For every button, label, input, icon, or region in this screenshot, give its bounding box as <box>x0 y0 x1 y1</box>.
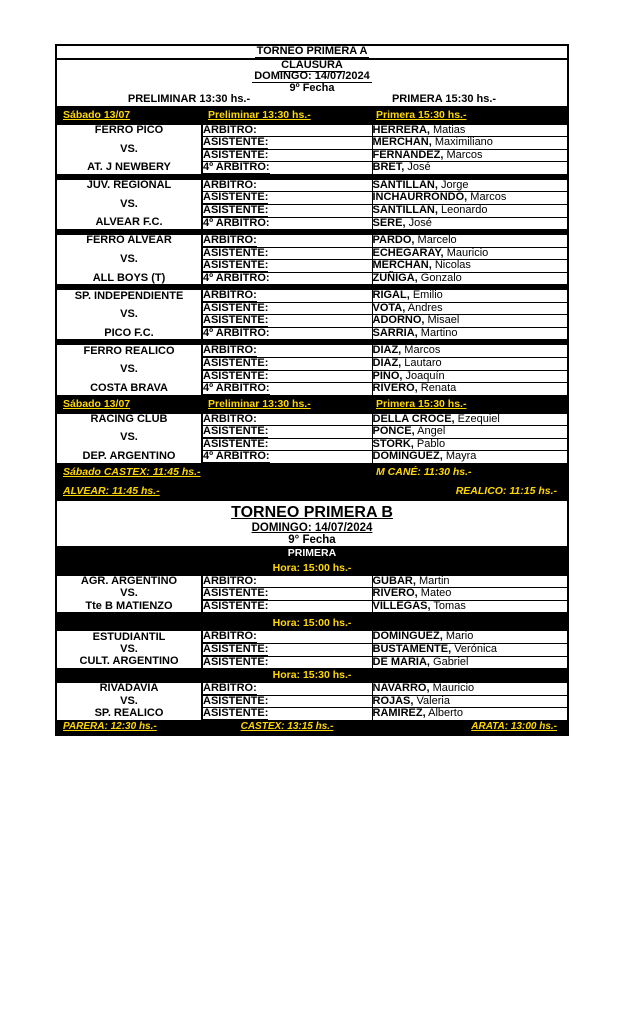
vs-label: VS. <box>56 588 202 601</box>
role-label: 4º ARBITRO: <box>202 162 372 174</box>
official-name: MERCHAN, Maximiliano <box>372 137 568 150</box>
vs-label: VS. <box>56 302 202 327</box>
tournament-b-fecha-row <box>56 534 568 546</box>
footer-center: CASTEX: 13:15 hs.- <box>202 720 372 736</box>
home-team: FERRO PICO <box>56 125 202 137</box>
home-team: AGR. ARGENTINO <box>56 576 202 588</box>
home-team: SP. INDEPENDIENTE <box>56 290 202 302</box>
home-team: ESTUDIANTIL <box>56 631 202 643</box>
role-label: 4º ARBITRO: <box>202 272 372 284</box>
vs-label: VS. <box>56 358 202 383</box>
role-label: ARBITRO: <box>202 235 372 247</box>
table-row <box>56 345 568 357</box>
official-name: ADORNO, Misael <box>372 315 568 328</box>
official-name: VOTA, Andres <box>372 302 568 315</box>
table-row <box>56 162 568 174</box>
tournament-a-prelim-time: PRELIMINAR 13:30 hs.- <box>127 93 251 106</box>
official-name: BUSTAMENTE, Verónica <box>372 644 568 657</box>
tournament-b-date: DOMINGO: 14/07/2024 <box>251 521 373 534</box>
tournament-a-primera-time: PRIMERA 15:30 hs.- <box>391 93 497 106</box>
tournament-b-title: TORNEO PRIMERA B <box>231 503 393 521</box>
vs-label: VS. <box>56 644 202 657</box>
role-label: ARBITRO: <box>202 683 372 695</box>
table-row <box>56 192 568 205</box>
official-name: GUBAR, Martin <box>372 574 450 587</box>
banner-primera: Primera 15:30 hs.- <box>372 395 568 414</box>
table-row <box>56 644 568 657</box>
role-label: ARBITRO: <box>202 631 372 643</box>
official-name: HERRERA, Matias <box>372 123 466 136</box>
role-label: ASISTENTE: <box>202 600 372 612</box>
vs-label: VS. <box>56 695 202 708</box>
home-team: RIVADAVIA <box>56 683 202 695</box>
table-row <box>56 383 568 395</box>
role-label: ASISTENTE: <box>202 708 372 720</box>
official-name: PINO, Joaquín <box>372 370 568 383</box>
tournament-a-times-row <box>56 94 568 106</box>
banner-primera: Primera 15:30 hs.- <box>372 106 568 125</box>
role-label: 4º ARBITRO: <box>202 217 372 229</box>
role-label: ASISTENTE: <box>202 656 372 668</box>
vs-label: VS. <box>56 192 202 217</box>
tournament-a-subtitle: CLAUSURA <box>281 58 343 71</box>
role-label: ASISTENTE: <box>202 588 372 601</box>
official-name: VILLEGAS, Tomas <box>372 600 568 612</box>
vs-label: VS. <box>56 247 202 272</box>
note-left: ALVEAR: 11:45 hs.- <box>56 482 372 501</box>
table-row <box>56 656 568 668</box>
table-row <box>56 358 568 371</box>
match-time: Hora: 15:30 hs.- <box>56 668 568 683</box>
match-time: Hora: 15:00 hs.- <box>56 616 568 631</box>
official-name: DE MARIA, Gabriel <box>372 656 568 668</box>
table-row <box>56 683 568 695</box>
official-name: SARRIA, Martino <box>372 327 568 339</box>
official-name: FERNANDEZ, Marcos <box>372 149 568 162</box>
tournament-a-title: TORNEO PRIMERA A <box>256 45 368 57</box>
table-row <box>56 631 568 643</box>
official-name: MERCHAN, Nicolas <box>372 260 568 273</box>
tournament-b-title-row <box>56 501 568 522</box>
official-name: SERE, José <box>372 217 568 229</box>
table-row <box>56 290 568 302</box>
role-label: ASISTENTE: <box>202 644 372 657</box>
role-label: ARBITRO: <box>202 125 372 137</box>
hora-row <box>56 668 568 683</box>
saturday-banner-2 <box>56 395 568 414</box>
hora-row <box>56 561 568 576</box>
note-left: Sábado CASTEX: 11:45 hs.- <box>56 463 372 482</box>
role-label: 4º ARBITRO: <box>202 327 372 339</box>
role-label: ASISTENTE: <box>202 315 372 328</box>
official-name: RIVERO, Mateo <box>372 588 568 601</box>
saturday-banner-1 <box>56 106 568 125</box>
role-label: ASISTENTE: <box>202 149 372 162</box>
away-team: AT. J NEWBERY <box>56 162 202 174</box>
home-team: RACING CLUB <box>56 414 202 426</box>
table-row <box>56 125 568 137</box>
home-team: FERRO REALICO <box>56 345 202 357</box>
official-name: DOMINGUEZ, Mayra <box>372 451 568 463</box>
tournament-a-title-row <box>56 45 568 59</box>
footer-row <box>56 720 568 736</box>
tournament-b-category: PRIMERA <box>56 546 568 561</box>
table-row <box>56 180 568 192</box>
home-team: FERRO ALVEAR <box>56 235 202 247</box>
role-label: ASISTENTE: <box>202 426 372 439</box>
tournament-b-category-row <box>56 546 568 561</box>
official-name: DIAZ, Marcos <box>372 344 441 357</box>
role-label: ASISTENTE: <box>202 192 372 205</box>
note-right: REALICO: 11:15 hs.- <box>372 482 568 501</box>
note-right: M CANÉ: 11:30 hs.- <box>372 463 568 482</box>
banner-day: Sábado 13/07 <box>56 395 202 414</box>
official-name: DIAZ, Lautaro <box>372 358 568 371</box>
tournament-a-fecha: 9º Fecha <box>289 81 335 94</box>
table-row <box>56 588 568 601</box>
match-time: Hora: 15:00 hs.- <box>56 561 568 576</box>
official-name: RIVERO, Renata <box>372 383 568 395</box>
away-team: ALL BOYS (T) <box>56 272 202 284</box>
designations-table <box>55 44 569 736</box>
table-row <box>56 708 568 720</box>
role-label: 4º ARBITRO: <box>202 383 372 395</box>
role-label: ASISTENTE: <box>202 438 372 451</box>
official-name: SANTILLAN, Jorge <box>372 178 469 191</box>
banner-prelim: Preliminar 13:30 hs.- <box>202 395 372 414</box>
table-row <box>56 137 568 150</box>
tournament-a-date: DOMINGO: 14/07/2024 <box>254 70 370 83</box>
role-label: ASISTENTE: <box>202 137 372 150</box>
table-row <box>56 414 568 426</box>
table-row <box>56 451 568 463</box>
official-name: ECHEGARAY, Mauricio <box>372 247 568 260</box>
official-name: ROJAS, Valeria <box>372 695 568 708</box>
official-name: BRET, José <box>372 162 568 174</box>
role-label: ASISTENTE: <box>202 247 372 260</box>
note-row-1 <box>56 463 568 482</box>
role-label: ASISTENTE: <box>202 695 372 708</box>
table-row <box>56 327 568 339</box>
role-label: ASISTENTE: <box>202 370 372 383</box>
table-row <box>56 247 568 260</box>
away-team: CULT. ARGENTINO <box>56 656 202 668</box>
role-label: ASISTENTE: <box>202 358 372 371</box>
role-label: ASISTENTE: <box>202 205 372 218</box>
footer-right: ARATA: 13:00 hs.- <box>372 720 568 736</box>
official-name: DOMINGUEZ, Mario <box>372 630 474 643</box>
official-name: RIGAL, Emilio <box>372 289 443 302</box>
table-row <box>56 600 568 612</box>
official-name: NAVARRO, Mauricio <box>372 682 475 695</box>
role-label: ARBITRO: <box>202 576 372 588</box>
official-name: PARDO, Marcelo <box>372 234 457 247</box>
note-row-2 <box>56 482 568 501</box>
role-label: 4º ARBITRO: <box>202 451 372 463</box>
hora-row <box>56 616 568 631</box>
official-name: INCHAURRONDO, Marcos <box>372 192 568 205</box>
away-team: COSTA BRAVA <box>56 383 202 395</box>
tournament-b-fecha: 9° Fecha <box>288 533 336 546</box>
banner-prelim: Preliminar 13:30 hs.- <box>202 106 372 125</box>
away-team: ALVEAR F.C. <box>56 217 202 229</box>
official-name: DELLA CROCE, Ezequiel <box>372 412 500 425</box>
table-row <box>56 235 568 247</box>
vs-label: VS. <box>56 137 202 162</box>
table-row <box>56 217 568 229</box>
table-row <box>56 426 568 439</box>
role-label: ARBITRO: <box>202 345 372 357</box>
table-row <box>56 576 568 588</box>
away-team: Tte B MATIENZO <box>56 600 202 612</box>
table-row <box>56 302 568 315</box>
official-name: SANTILLAN, Leonardo <box>372 205 568 218</box>
away-team: PICO F.C. <box>56 327 202 339</box>
tournament-b-date-row <box>56 522 568 534</box>
role-label: ASISTENTE: <box>202 302 372 315</box>
banner-day: Sábado 13/07 <box>56 106 202 125</box>
role-label: ARBITRO: <box>202 414 372 426</box>
official-name: PONCE, Angel <box>372 426 568 439</box>
home-team: JUV. REGIONAL <box>56 180 202 192</box>
table-row <box>56 695 568 708</box>
role-label: ARBITRO: <box>202 290 372 302</box>
away-team: DEP. ARGENTINO <box>56 451 202 463</box>
role-label: ARBITRO: <box>202 180 372 192</box>
table-row <box>56 272 568 284</box>
vs-label: VS. <box>56 426 202 451</box>
role-label: ASISTENTE: <box>202 260 372 273</box>
footer-left: PARERA: 12:30 hs.- <box>56 720 202 736</box>
official-name: RAMIREZ, Alberto <box>372 708 568 720</box>
away-team: SP. REALICO <box>56 708 202 720</box>
official-name: STORK, Pablo <box>372 438 568 451</box>
official-name: ZUÑIGA, Gonzalo <box>372 272 568 284</box>
tournament-a-date-row <box>56 71 568 83</box>
